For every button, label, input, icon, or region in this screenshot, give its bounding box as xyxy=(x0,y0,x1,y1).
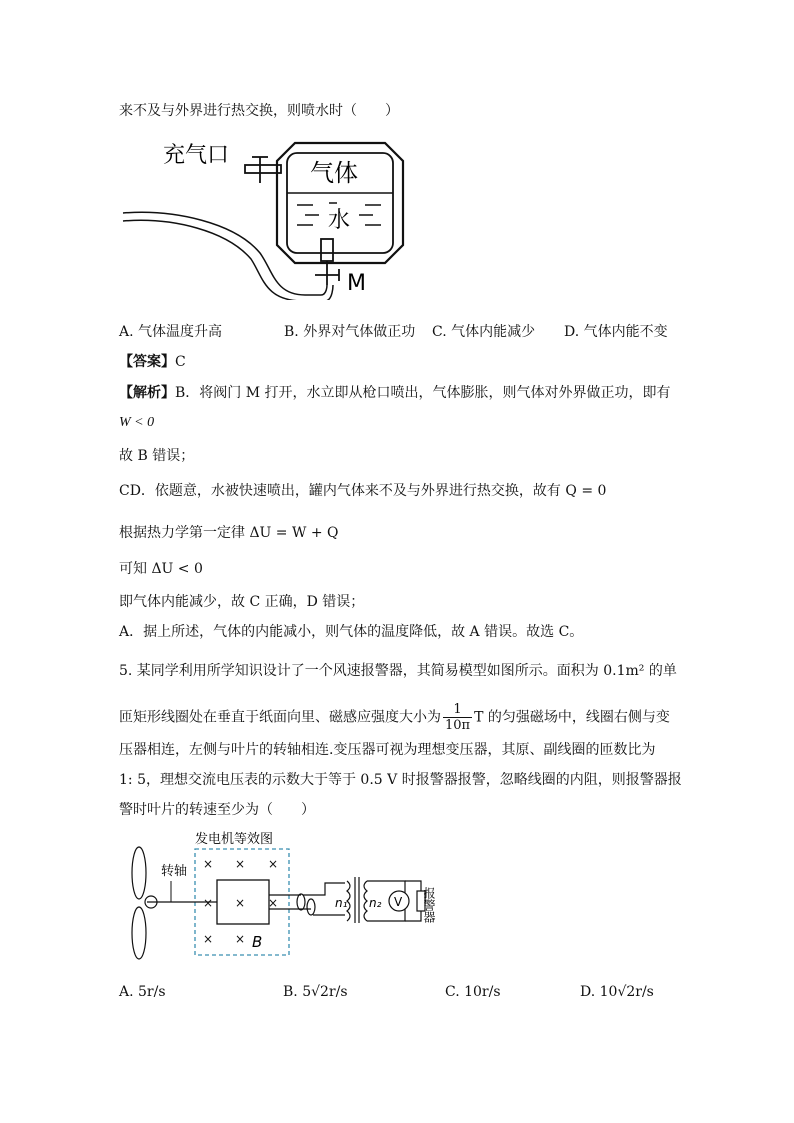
q5-fraction xyxy=(443,702,472,733)
label-valve: M xyxy=(347,271,366,296)
q5-line-5: 警时叶片的转速至少为（ ） xyxy=(119,802,315,818)
q5-line-2b: T 的匀强磁场中，线圈右侧与变 xyxy=(474,709,670,726)
cross: × xyxy=(203,932,214,946)
label-field: B xyxy=(252,933,263,951)
q5-frac-num: 1 xyxy=(443,702,472,718)
q4-option-b: B. 外界对气体做正功 xyxy=(284,324,416,340)
q4-option-c: C. 气体内能减少 xyxy=(432,324,536,340)
analysis-line-5: 根据热力学第一定律 ΔU = W + Q xyxy=(119,525,339,541)
q5-option-d: D. 10√2r/s xyxy=(580,984,654,1000)
cross: × xyxy=(268,857,279,871)
label-alarm: 报警器 xyxy=(422,887,436,923)
label-n1: n₁ xyxy=(335,896,348,910)
analysis-line-3: 故 B 错误； xyxy=(119,448,195,464)
label-water: 水 xyxy=(328,208,351,233)
generator-figure xyxy=(125,825,455,970)
analysis-line-1 xyxy=(119,383,671,403)
answer-line xyxy=(119,352,186,372)
analysis-line-7: 即气体内能减少，故 C 正确，D 错误； xyxy=(119,594,365,610)
answer-tag: 【答案】 xyxy=(119,354,175,370)
cross: × xyxy=(268,896,279,910)
q5-line-2a: 匝矩形线圈处在垂直于纸面向里、磁感应强度大小为 xyxy=(119,709,441,726)
q5-option-b: B. 5√2r/s xyxy=(283,984,348,1000)
cross: × xyxy=(235,857,246,871)
q5-line-2 xyxy=(119,702,670,733)
analysis-line-8: A．据上所述，气体的内能减小，则气体的温度降低，故 A 错误。故选 C。 xyxy=(119,624,584,640)
q5-line-3: 压器相连，左侧与叶片的转轴相连.变压器可视为理想变压器，其原、副线圈的匝数比为 xyxy=(119,742,656,758)
cross: × xyxy=(203,896,214,910)
blades xyxy=(132,847,157,959)
q5-line-4: 1: 5，理想交流电压表的示数大于等于 0.5 V 时报警器报警，忽略线圈的内阻，则报警器报 xyxy=(119,772,682,788)
label-meter: V xyxy=(394,895,403,909)
cross: × xyxy=(235,896,246,910)
label-shaft: 转轴 xyxy=(161,864,188,879)
cross: × xyxy=(203,857,214,871)
q4-stem-tail: 来不及与外界进行热交换，则喷水时（ ） xyxy=(119,103,399,119)
q4-option-d: D. 气体内能不变 xyxy=(564,324,668,340)
q5-option-a: A. 5r/s xyxy=(119,984,166,1000)
answer-value: C xyxy=(175,354,186,370)
q5-option-c: C. 10r/s xyxy=(445,984,501,1000)
label-n2: n₂ xyxy=(369,896,382,910)
q5-line-1: 5. 某同学利用所学知识设计了一个风速报警器，其简易模型如图所示。面积为 0.1m² 的单 xyxy=(119,663,677,679)
analysis-tag: 【解析】 xyxy=(119,385,175,401)
analysis-line-6: 可知 ΔU < 0 xyxy=(119,561,203,577)
analysis-line-4: CD．依题意，水被快速喷出，罐内气体来不及与外界进行热交换，故有 Q = 0 xyxy=(119,483,607,499)
q4-option-a: A. 气体温度升高 xyxy=(119,324,223,340)
water-gun-figure xyxy=(115,135,415,300)
analysis-line-2: W < 0 xyxy=(119,415,155,430)
label-gas: 气体 xyxy=(310,159,358,187)
label-inlet: 充气口 xyxy=(163,143,230,168)
cross: × xyxy=(235,932,246,946)
q5-frac-den: 10π xyxy=(445,718,471,733)
figure-title: 发电机等效图 xyxy=(195,832,274,847)
analysis-text-1: B．将阀门 M 打开，水立即从枪口喷出，气体膨胀，则气体对外界做正功，即有 xyxy=(175,385,671,401)
